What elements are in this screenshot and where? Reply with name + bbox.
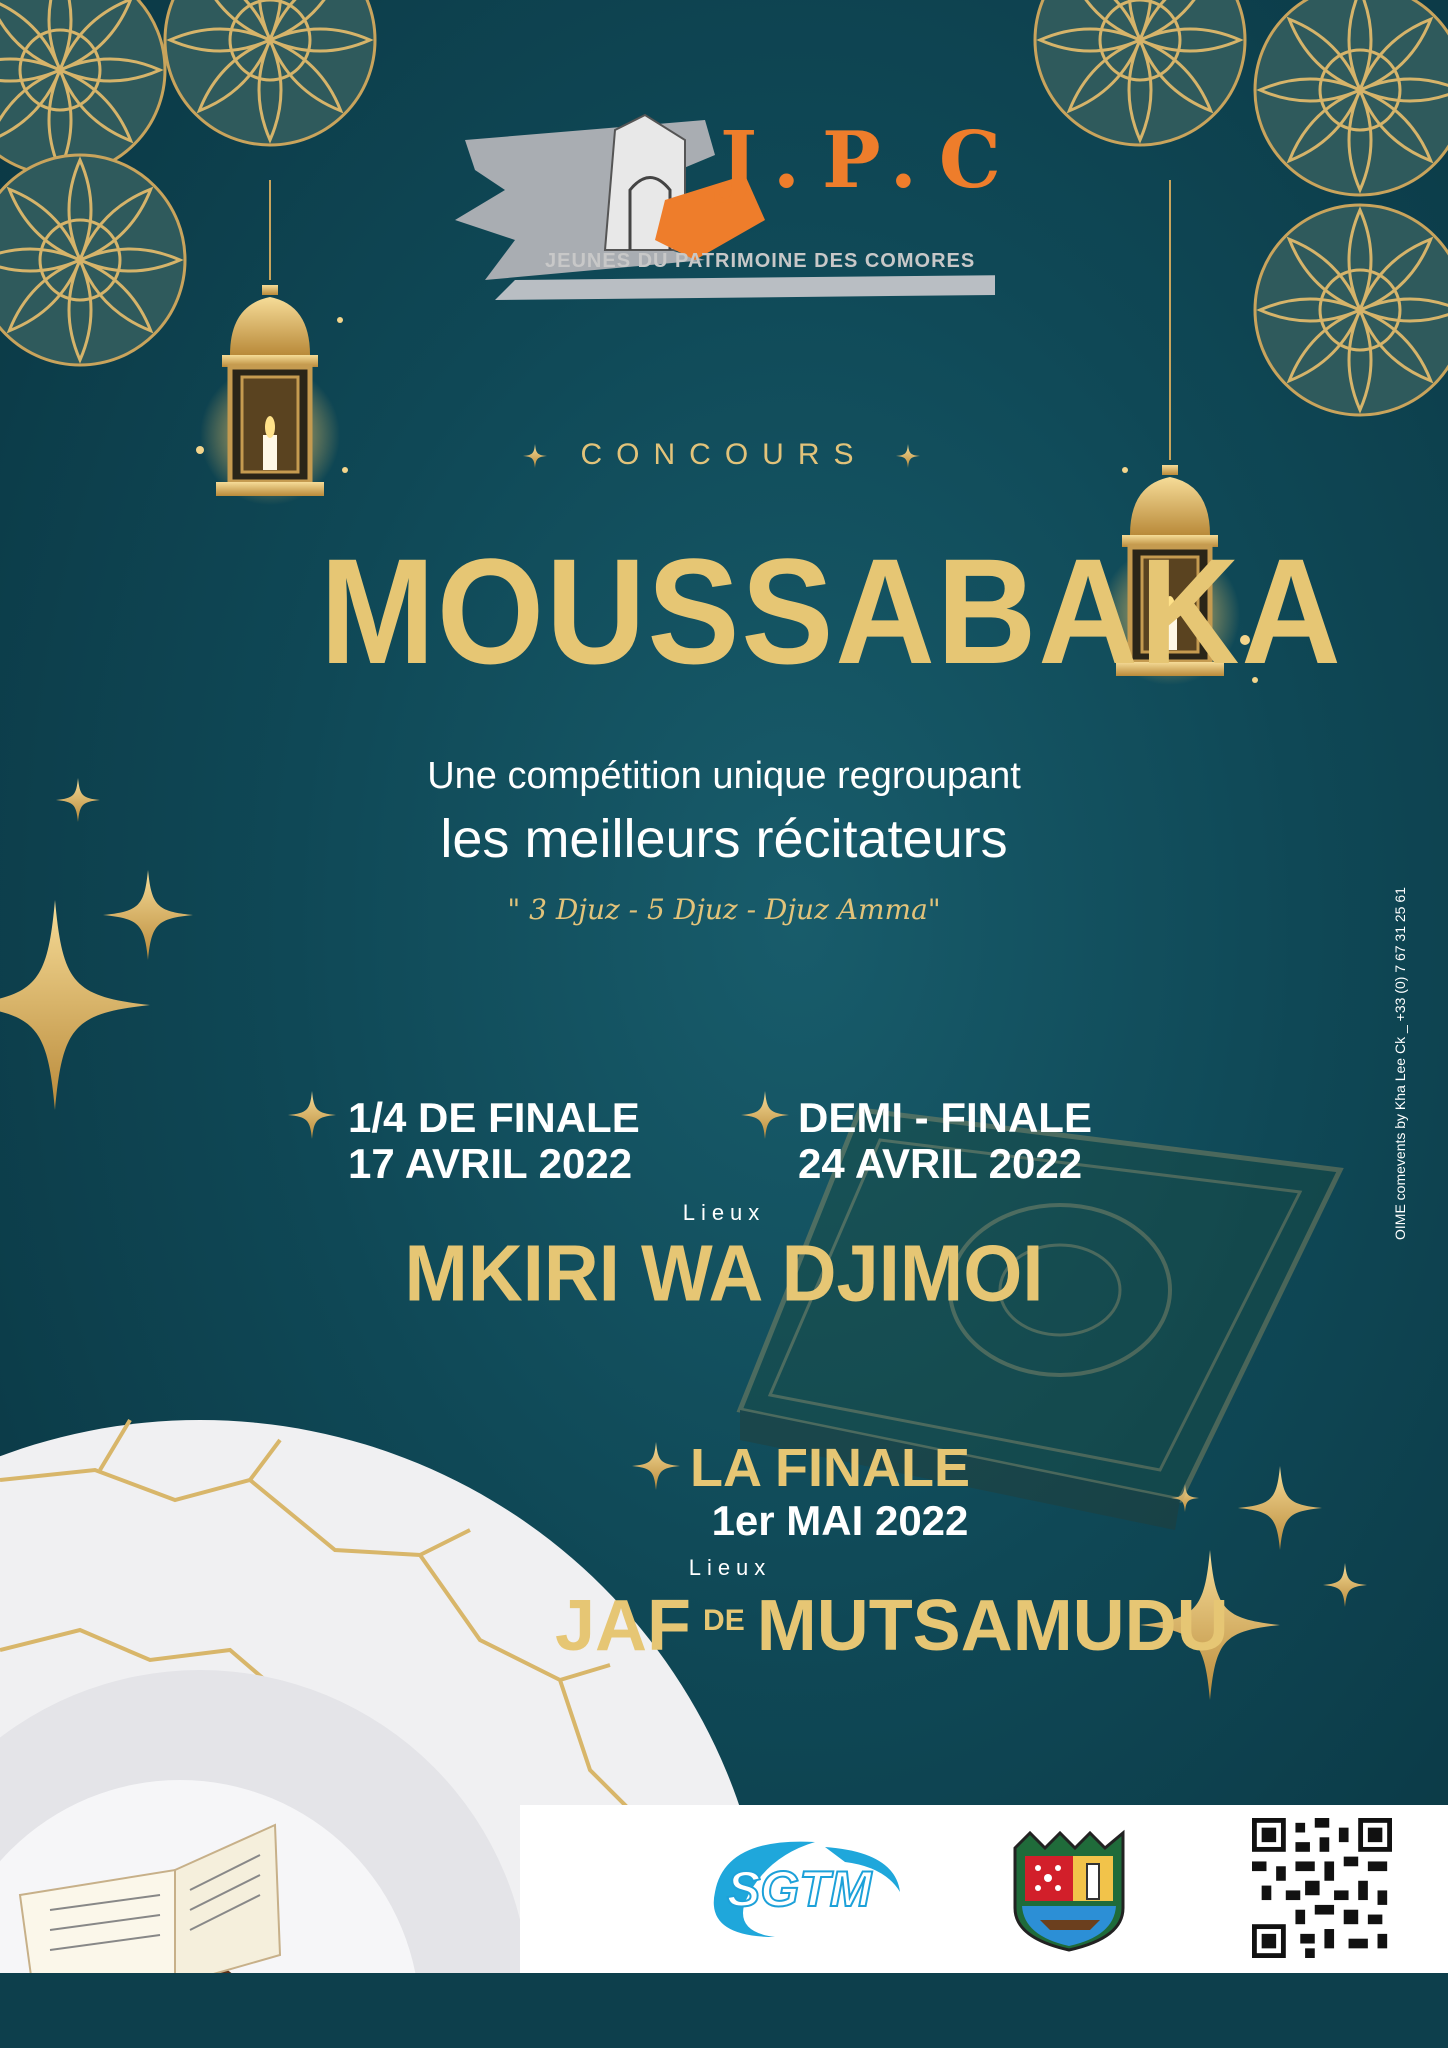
final-date: 1er MAI 2022 (711, 1497, 969, 1544)
rounds-venue-label: Lieux (682, 1200, 766, 1225)
logo-subtitle: JEUNES DU PATRIMOINE DES COMORES (545, 250, 976, 272)
sgtm-logo (705, 1832, 905, 1942)
final-venue (555, 1585, 1229, 1667)
quarter-final-label: 1/4 DE FINALE (348, 1094, 640, 1141)
logo-title: J.P.C (720, 115, 1023, 206)
semi-final-label: DEMI - FINALE (798, 1094, 1092, 1141)
sgtm-text: SGTM (727, 1861, 872, 1917)
final-venue-part2: MUTSAMUDU (756, 1586, 1229, 1666)
event-subtitle-line1: Une compétition unique regroupant (427, 755, 1021, 797)
semi-final-block (798, 1095, 1092, 1187)
event-subtitle-line2: les meilleurs récitateurs (440, 809, 1008, 869)
semi-final-date: 24 AVRIL 2022 (798, 1140, 1083, 1187)
rounds-venue: MKIRI WA DJIMOI (404, 1228, 1044, 1319)
designer-credit: OIME comevents by Kha Lee Ck _ +33 (0) 7 67 31 25 61 (1392, 887, 1408, 1240)
qr-code-icon (1252, 1818, 1392, 1958)
event-categories: " 3 Djuz - 5 Djuz - Djuz Amma" (507, 893, 941, 926)
jpc-logo (455, 110, 1023, 300)
crest-icon (1010, 1828, 1128, 1953)
quarter-final-date: 17 AVRIL 2022 (348, 1140, 633, 1187)
quarter-final-block (348, 1095, 640, 1187)
final-venue-part1: JAF (555, 1586, 692, 1666)
final-venue-connector: DE (703, 1604, 745, 1637)
final-label: LA FINALE (690, 1438, 970, 1498)
event-kicker: CONCOURS (580, 438, 868, 471)
final-venue-label: Lieux (688, 1555, 772, 1580)
event-title: MOUSSABAKA (320, 527, 1343, 695)
bottom-band (0, 1973, 1448, 2048)
